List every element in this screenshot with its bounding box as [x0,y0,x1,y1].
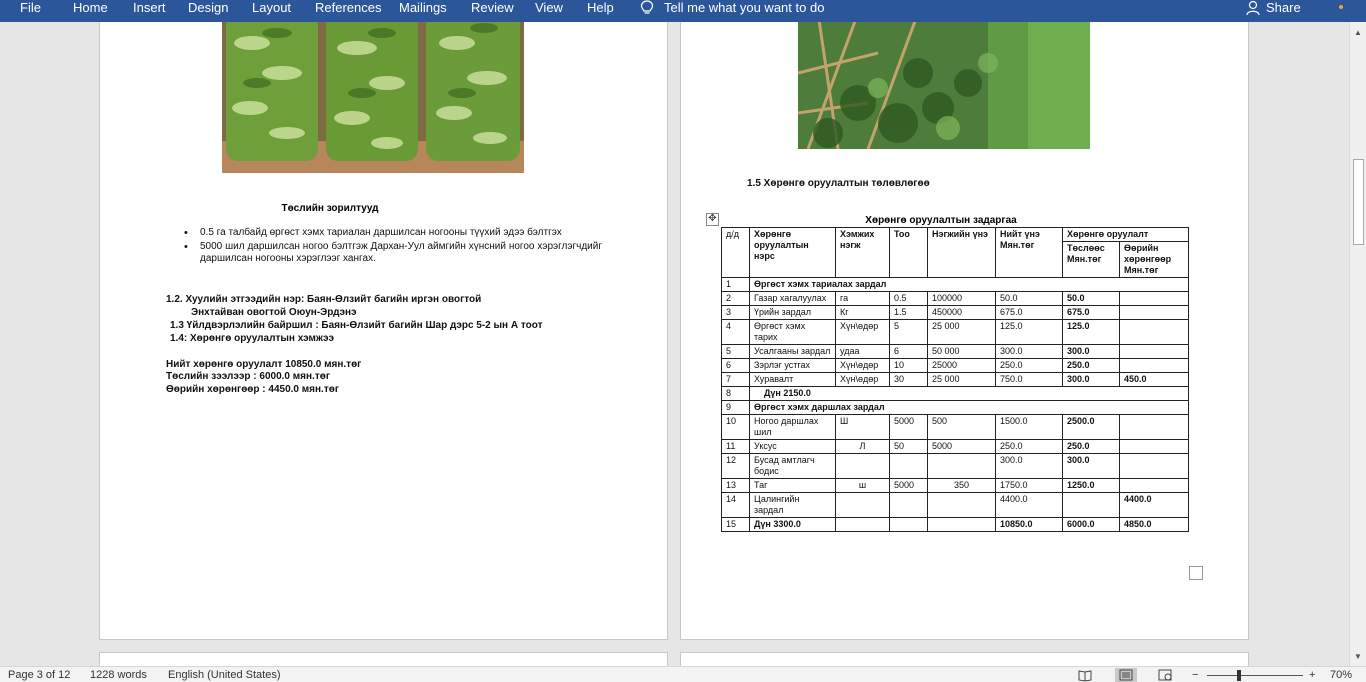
table-cell: 4400.0 [1120,493,1189,518]
table-cell: 100000 [928,292,996,306]
zoom-slider-track[interactable] [1207,675,1303,676]
table-row [722,401,1189,415]
page-next-right [680,652,1249,666]
tab-home[interactable]: Home [73,0,108,15]
table-cell: 5000 [890,415,928,440]
share-button[interactable] [1246,0,1301,16]
table-cell: 300.0 [1063,454,1120,479]
table-cell: 1750.0 [996,479,1063,493]
header-cell: д/д [722,228,750,278]
read-mode-button[interactable] [1074,668,1096,682]
table-cell [1120,292,1189,306]
table-cell: 125.0 [1063,320,1120,345]
table-cell: 7 [722,373,750,387]
table-cell: 450000 [928,306,996,320]
table-cell [890,493,928,518]
table-cell: 1500.0 [996,415,1063,440]
table-cell: ш [836,479,890,493]
table-cell: 350 [928,479,996,493]
table-cell: 0.5 [890,292,928,306]
table-cell: 5000 [928,440,996,454]
table-row [722,306,1189,320]
goals-list [184,227,602,267]
table-cell: 5000 [890,479,928,493]
tab-review[interactable]: Review [471,0,514,15]
table-cell: 30 [890,373,928,387]
table-cell: удаа [836,345,890,359]
zoom-level[interactable]: 70% [1330,669,1353,681]
table-cell: Усалгааны зардал [750,345,836,359]
table-cell: 125.0 [996,320,1063,345]
table-cell: 250.0 [1063,359,1120,373]
table-cell: Л [836,440,890,454]
share-label: Share [1266,0,1301,15]
table-cell: Хүн\өдөр [836,373,890,387]
table-cell: Газар хагалуулах [750,292,836,306]
table-cell: Ш [836,415,890,440]
table-cell [890,454,928,479]
table-cell: 10 [722,415,750,440]
web-layout-button[interactable] [1154,668,1176,682]
header-cell: Нэгжийн үнэ [928,228,996,278]
book-icon [1074,668,1096,682]
table-cell: 300.0 [1063,345,1120,359]
table-row [722,345,1189,359]
table-resize-handle[interactable] [1189,566,1203,580]
tab-layout[interactable]: Layout [252,0,292,15]
table-row [722,387,1189,401]
table-cell: Өргөст хэмх тарих [750,320,836,345]
table-cell: Таг [750,479,836,493]
zoom-slider-knob[interactable] [1237,670,1241,681]
vertical-scrollbar[interactable] [1349,22,1366,666]
table-cell: 12 [722,454,750,479]
table-cell: Зэрлэг устгах [750,359,836,373]
table-cell: 450.0 [1120,373,1189,387]
page-count[interactable]: Page 3 of 12 [8,669,71,681]
table-cell: 5 [890,320,928,345]
table-row [722,518,1189,532]
ribbon-tab-bar [0,0,1366,22]
table-cell [928,493,996,518]
status-bar [0,666,1366,682]
language-indicator[interactable]: English (United States) [168,669,281,681]
table-cell: Хүн\өдөр [836,320,890,345]
pickled-cucumber-photo [222,22,524,173]
header-cell: Хэмжих нэгж [836,228,890,278]
legal-entity-line: 1.2. Хуулийн этгээдийн нэр: Баян-Өлзийт багийн иргэн овогтой [166,294,482,305]
page-layout-icon [1115,668,1137,682]
table-cell: Ногоо даршлах шил [750,415,836,440]
header-cell: Тоо [890,228,928,278]
table-row [722,320,1189,345]
table-cell [890,518,928,532]
table-header-row [722,228,1189,242]
table-cell [1120,415,1189,440]
list-item: • 0.5 га талбайд өргөст хэмх тариалан даршилсан ногооны түүхий эдээ бэлтгэх [184,227,602,239]
table-cell: 50.0 [996,292,1063,306]
word-count[interactable]: 1228 words [90,669,147,681]
section-title-goals: Төслийн зорилтууд [281,203,379,214]
table-cell [836,493,890,518]
header-cell: Хөрөнгө оруулалтын нэрс [750,228,836,278]
table-row [722,359,1189,373]
tab-design[interactable]: Design [188,0,229,15]
table-cell [1063,493,1120,518]
project-loan-line: Төслийн зээлээр : 6000.0 мян.төг [166,371,330,382]
table-row [722,493,1189,518]
table-cell: 13 [722,479,750,493]
lightbulb-icon [640,0,654,16]
table-cell [928,518,996,532]
table-cell [1120,345,1189,359]
table-cell: 3 [722,306,750,320]
table-cell: 25 000 [928,320,996,345]
page-left [99,22,668,640]
table-cell: Цалингийн зардал [750,493,836,518]
table-cell: 4 [722,320,750,345]
table-cell: Дүн 2150.0 [750,387,1189,401]
notification-dot [1339,5,1343,9]
own-funds-line: Өөрийн хөрөнгөөр : 4450.0 мян.төг [166,384,339,395]
table-row [722,415,1189,440]
table-cell: 9 [722,401,750,415]
table-cell: 6000.0 [1063,518,1120,532]
table-cell: 14 [722,493,750,518]
tab-help[interactable]: Help [587,0,614,15]
table-cell: 675.0 [996,306,1063,320]
table-cell: 4400.0 [996,493,1063,518]
table-cell: 250.0 [1063,440,1120,454]
table-cell: Өргөст хэмх даршлах зардал [750,401,1189,415]
table-cell: 8 [722,387,750,401]
table-cell [1120,479,1189,493]
table-cell: 250.0 [996,359,1063,373]
table-row [722,373,1189,387]
tab-view[interactable]: View [535,0,563,15]
table-cell: Уксус [750,440,836,454]
table-cell [836,454,890,479]
table-cell: Хүн\өдөр [836,359,890,373]
table-cell: 2500.0 [1063,415,1120,440]
scroll-thumb[interactable] [1353,159,1364,245]
table-cell: 250.0 [996,440,1063,454]
table-cell: 50.0 [1063,292,1120,306]
table-row [722,278,1189,292]
table-cell: 10 [890,359,928,373]
table-cell: 6 [890,345,928,359]
scroll-up-icon[interactable]: ▲ [1354,28,1362,37]
table-cell: 1.5 [890,306,928,320]
table-cell: 5 [722,345,750,359]
table-cell [1120,320,1189,345]
investment-table [721,227,1189,532]
table-cell: га [836,292,890,306]
table-cell [928,454,996,479]
table-cell: 15 [722,518,750,532]
table-cell: 1250.0 [1063,479,1120,493]
table-cell: 750.0 [996,373,1063,387]
scroll-down-icon[interactable]: ▼ [1354,652,1362,661]
zoom-in-button[interactable]: + [1309,669,1316,681]
tab-file[interactable]: File [20,0,41,15]
table-cell: 4850.0 [1120,518,1189,532]
table-cell [1120,454,1189,479]
location-line: 1.3 Үйлдвэрлэлийн байршил : Баян-Өлзийт багийн Шар дэрс 5-2 ын А тоот [170,320,543,331]
table-cell: 25 000 [928,373,996,387]
table-cell: 10850.0 [996,518,1063,532]
page-next-left [99,652,668,666]
section-title-investment-plan: 1.5 Хөрөнгө оруулалтын төлөвлөгөө [747,178,930,189]
table-cell: 1 [722,278,750,292]
table-cell: 25000 [928,359,996,373]
table-cell: 300.0 [996,345,1063,359]
table-cell [1120,440,1189,454]
tell-me-label: Tell me what you want to do [664,0,825,15]
table-row [722,440,1189,454]
header-cell: Төслөөс Мян.төг [1063,242,1120,278]
table-cell: 6 [722,359,750,373]
table-cell: 300.0 [996,454,1063,479]
table-cell: Кг [836,306,890,320]
table-row [722,479,1189,493]
header-cell: Өөрийн хөрөнгөөр Мян.төг [1120,242,1189,278]
tab-references[interactable]: References [315,0,382,15]
print-layout-button[interactable] [1115,668,1137,682]
legal-entity-name: Энхтайван овогтой Оюун-Эрдэнэ [191,307,357,318]
table-cell: Үрийн зардал [750,306,836,320]
table-cell: Өргөст хэмх тариалах зардал [750,278,1189,292]
table-title: Хөрөнгө оруулалтын задаргаа [865,215,1017,226]
tab-mailings[interactable]: Mailings [399,0,447,15]
tab-insert[interactable]: Insert [133,0,166,15]
table-cell: 500 [928,415,996,440]
person-icon [1246,0,1260,15]
investment-size-heading: 1.4: Хөрөнгө оруулалтын хэмжээ [170,333,335,344]
tell-me-search[interactable] [640,0,824,22]
document-area [0,22,1349,666]
table-cell: 11 [722,440,750,454]
web-layout-icon [1154,668,1176,682]
table-cell: Дүн 3300.0 [750,518,836,532]
table-cell: 50 [890,440,928,454]
cucumber-field-photo [798,22,1090,149]
table-move-handle[interactable]: ✥ [706,213,719,226]
list-item: • 5000 шил даршилсан ногоо бэлтгэж Дархан-Уул аймгийн хүнсний ногоо хэрэглэгчдийг даршилсан ногооны хэрэглээг хангах. [184,241,602,265]
table-cell [1120,306,1189,320]
table-cell [1120,359,1189,373]
table-row [722,454,1189,479]
table-cell: Хуравалт [750,373,836,387]
page-right [680,22,1249,640]
table-cell: Бусад амтлагч бодис [750,454,836,479]
table-cell: 2 [722,292,750,306]
zoom-out-button[interactable]: − [1192,669,1199,681]
total-investment-line: Нийт хөрөнгө оруулалт 10850.0 мян.төг [166,359,362,370]
table-cell [836,518,890,532]
header-cell: Хөрөнгө оруулалт [1063,228,1189,242]
header-cell: Нийт үнэ Мян.төг [996,228,1063,278]
table-cell: 675.0 [1063,306,1120,320]
table-cell: 300.0 [1063,373,1120,387]
table-row [722,292,1189,306]
table-cell: 50 000 [928,345,996,359]
